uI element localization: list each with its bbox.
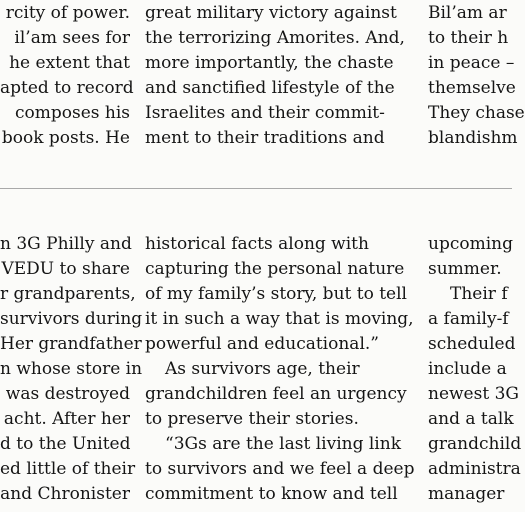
text-line: upcoming: [428, 234, 513, 254]
text-line: to preserve their stories.: [145, 409, 359, 429]
text-line: more importantly, the chaste: [145, 53, 394, 73]
text-line: and Chronister: [0, 484, 130, 504]
text-line: blandishm: [428, 128, 518, 148]
text-line: survivors during: [0, 309, 143, 329]
text-line: Their f: [450, 284, 508, 304]
text-line: “3Gs are the last living link: [165, 434, 401, 454]
text-line: to survivors and we feel a deep: [145, 459, 415, 479]
text-line: Bil’am ar: [428, 3, 507, 23]
text-line: capturing the personal nature: [145, 259, 405, 279]
text-line: summer.: [428, 259, 502, 279]
bottom-column-left: [0, 228, 143, 512]
text-line: Her grandfather: [0, 334, 142, 354]
text-line: grandchild: [428, 434, 522, 454]
text-line: manager: [428, 484, 505, 504]
text-line: newest 3G: [428, 384, 519, 404]
text-line: rcity of power.: [5, 3, 130, 23]
text-line: commitment to know and tell: [145, 484, 398, 504]
text-line: in peace –: [428, 53, 515, 73]
text-line: great military victory against: [145, 3, 397, 23]
text-line: They chase: [428, 103, 525, 123]
text-line: to their h: [428, 28, 509, 48]
top-column-middle: [145, 0, 410, 165]
text-line: he extent that: [9, 53, 130, 73]
text-line: themselve: [428, 78, 516, 98]
text-line: VEDU to share: [1, 259, 130, 279]
text-line: ed little of their: [0, 459, 136, 479]
text-line: it in such a way that is moving,: [145, 309, 414, 329]
text-line: historical facts along with: [145, 234, 369, 254]
text-line: Israelites and their commit-: [145, 103, 385, 123]
text-line: of my family’s story, but to tell: [145, 284, 407, 304]
text-line: il’am sees for: [14, 28, 130, 48]
text-line: powerful and educational.”: [145, 334, 379, 354]
text-line: apted to record: [0, 78, 134, 98]
text-line: administra: [428, 459, 521, 479]
text-line: acht. After her: [3, 409, 130, 429]
text-line: include a: [428, 359, 507, 379]
text-line: n 3G Philly and: [0, 234, 132, 254]
text-line: r grandparents,: [0, 284, 136, 304]
text-line: a family-f: [428, 309, 509, 329]
bottom-column-right: [428, 228, 522, 512]
text-line: As survivors age, their: [165, 359, 360, 379]
text-line: the terrorizing Amorites. And,: [145, 28, 405, 48]
text-line: and a talk: [428, 409, 514, 429]
text-line: scheduled: [428, 334, 516, 354]
bottom-column-middle: [145, 228, 415, 512]
section-divider: [0, 188, 512, 189]
text-line: book posts. He: [1, 128, 130, 148]
top-column-left: [0, 0, 134, 165]
text-line: and sanctified lifestyle of the: [145, 78, 395, 98]
text-line: ment to their traditions and: [145, 128, 385, 148]
text-line: d to the United: [0, 434, 131, 454]
text-line: grandchildren feel an urgency: [145, 384, 407, 404]
text-line: composes his: [14, 103, 130, 123]
text-line: n whose store in: [0, 359, 143, 379]
text-line: was destroyed: [5, 384, 130, 404]
top-column-right: [428, 0, 525, 165]
